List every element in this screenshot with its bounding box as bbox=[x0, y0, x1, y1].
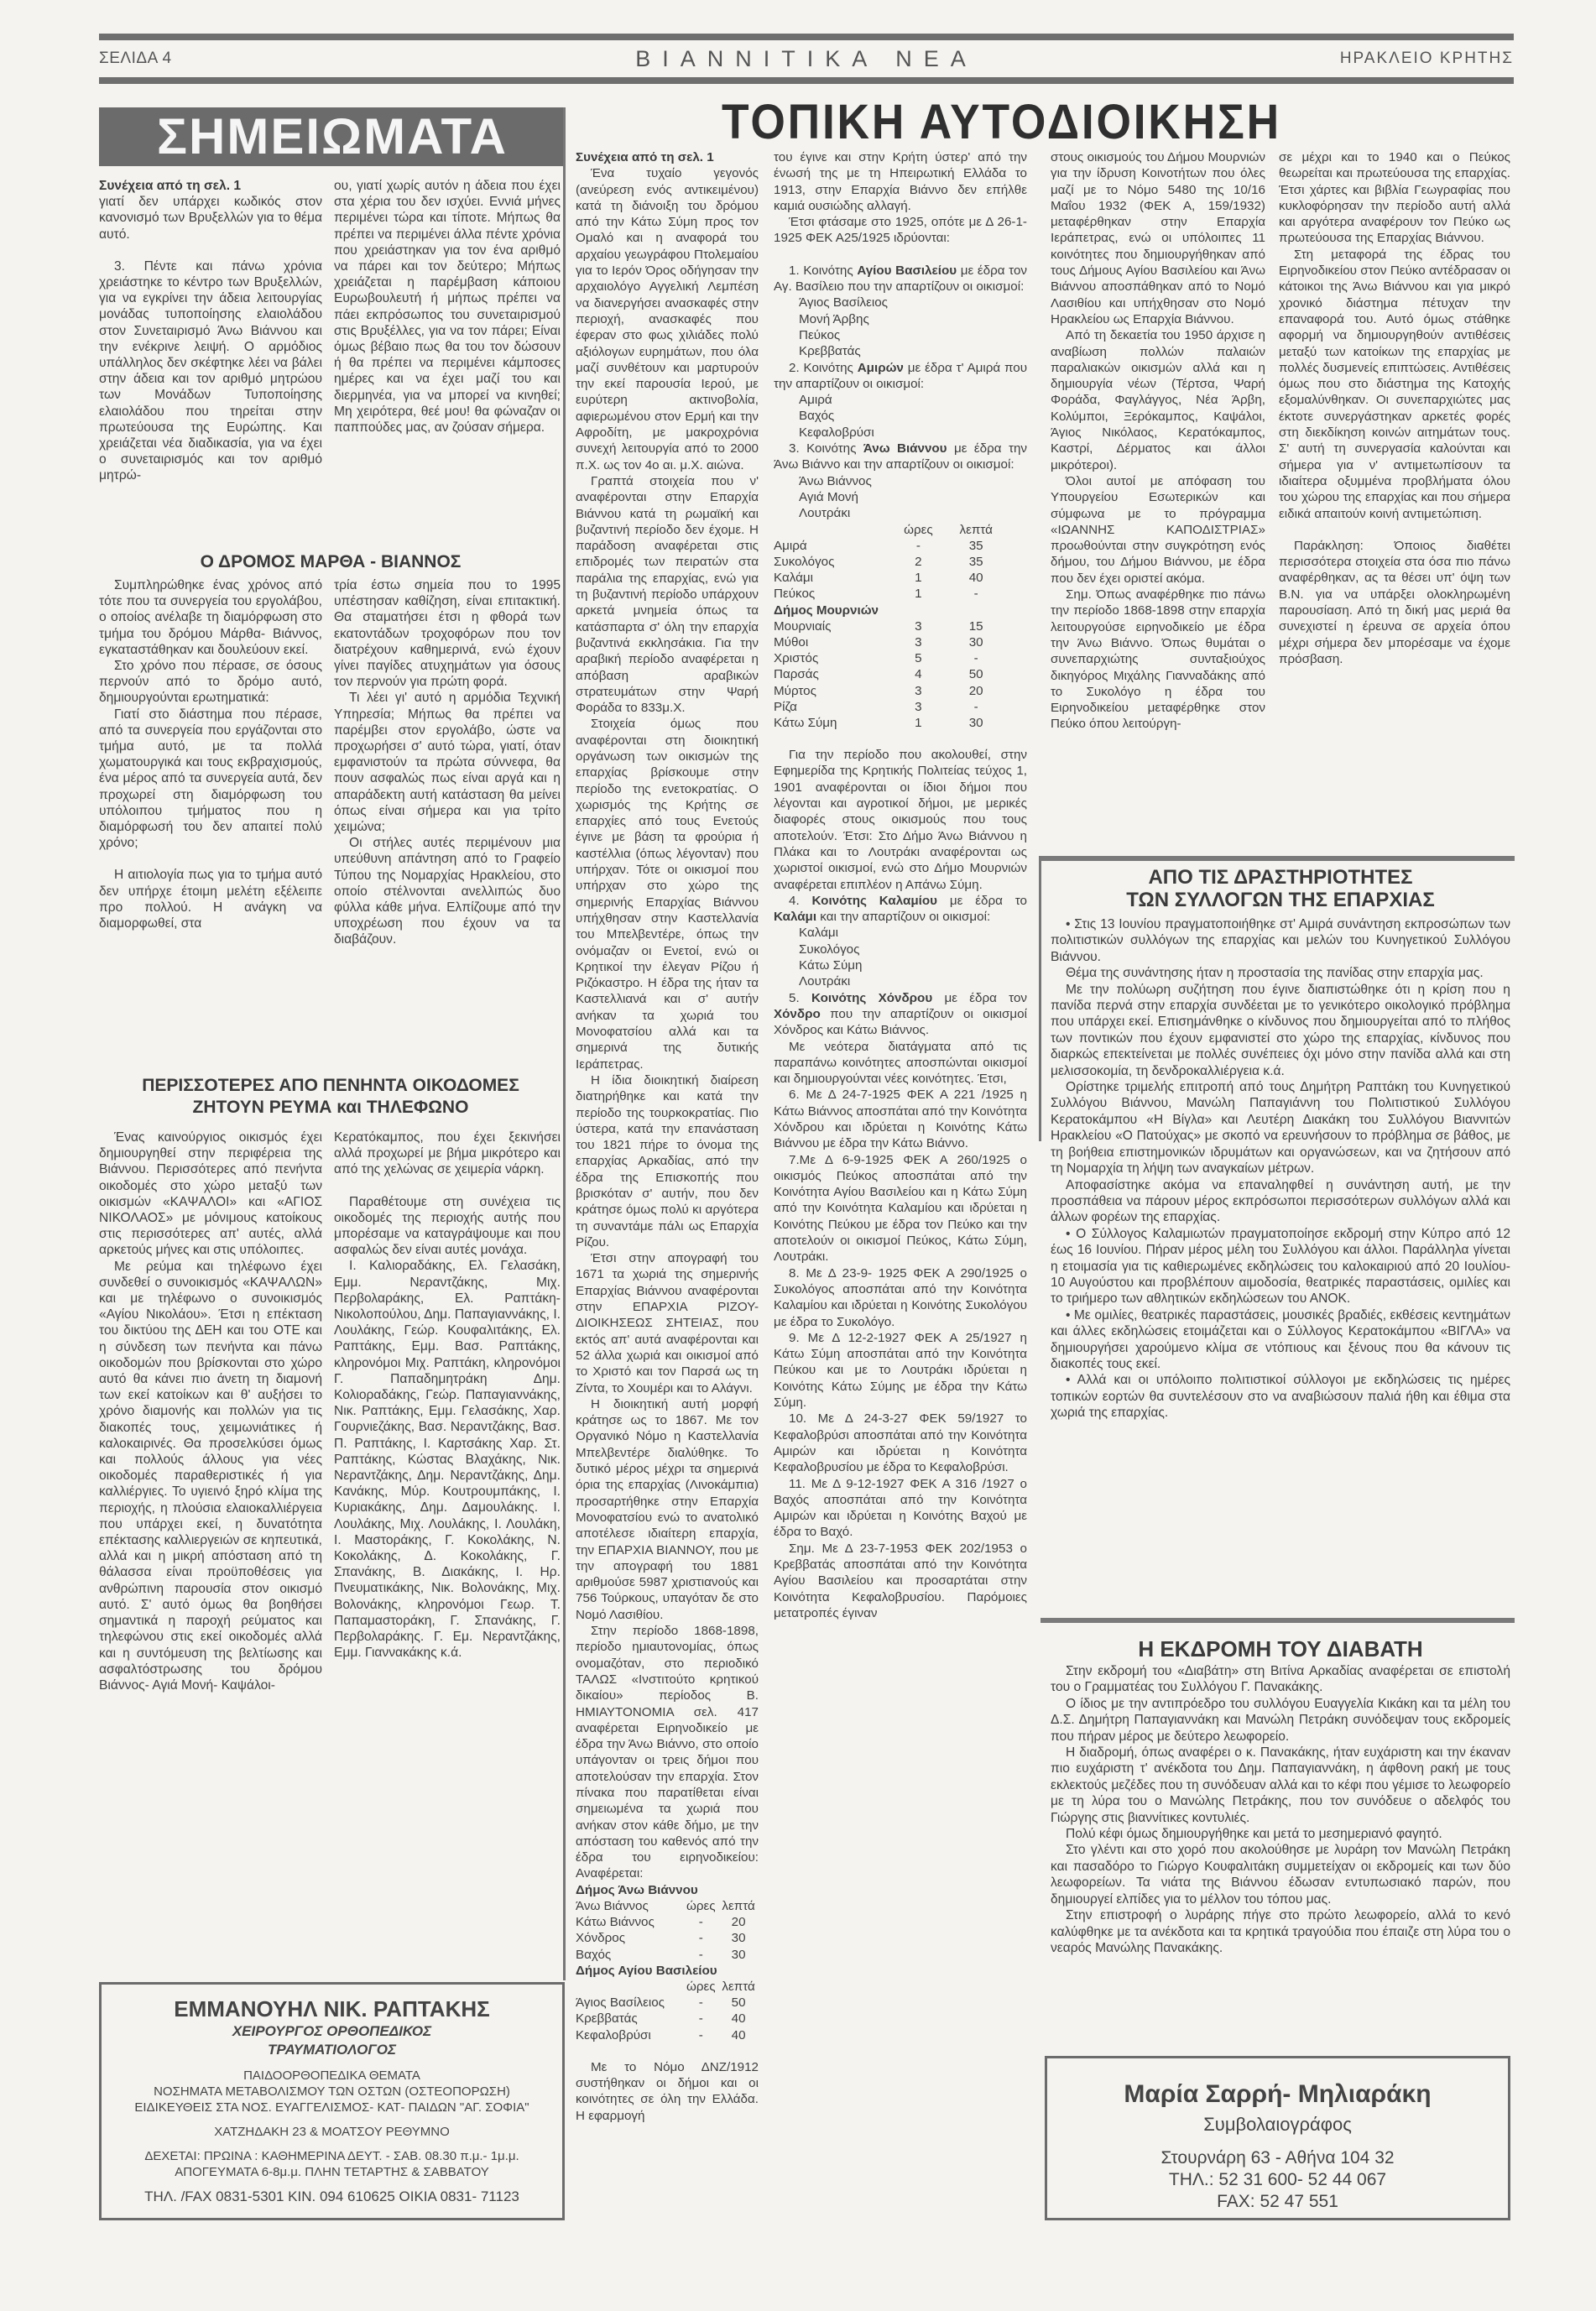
table-row: Μουρνιαίς 3 15 bbox=[774, 618, 983, 634]
paragraph: Στη μεταφορά της έδρας του Ειρηνοδικείου στον Πεύκο αντέδρασαν οι κάτοικοι της Άνω Βιάννου και για μικρό χρονικό διάστημα πέτυχαν την επαναφορά του. Αυτό όμως στάθηκε αφορμή να δημιουργηθούν αντιθέσεις μεταξύ των κατοίκων της επαρχίας με πολλές δυσμενείς επιπτώσεις. Αντιθέσεις όμως που στο διάστημα της Κατοχής εξομαλύνθηκαν. Οι συνεπαρχιώτες μας έκτοτε συνεργάστηκαν αρκετές φορές στη διεκδίκηση κοινών αιτημάτων τους. Σ' αυτή τη συνεργασία καλούνται και σήμερα για ν' αντιμετωπίσουν τα ιδιαίτερα οξυμμένα προβλήματα όλου του χώρου της επαρχίας και που σήμερα ειδικά απαιτούν κοινή αντιμετώπιση. bbox=[1279, 247, 1510, 521]
buildings-headline-2: ΖΗΤΟΥΝ ΡΕΥΜΑ και ΤΗΛΕΦΩΝΟ bbox=[192, 1098, 469, 1117]
associations-article bbox=[1051, 866, 1510, 1422]
notary-fax: FAX: 52 47 551 bbox=[1217, 2192, 1338, 2211]
table-row: Ρίζα 3 - bbox=[774, 699, 978, 714]
distance-table-1 bbox=[576, 1882, 759, 2043]
table-heading: Δήμος Αγίου Βασιλείου bbox=[576, 1963, 717, 1978]
decree: 6. Με Δ 24-7-1925 ΦΕΚ Α 221 /1925 η Κάτω Βιάννος αποσπάται από την Κοινότητα Χόνδρου και ιδρύεται η Κοινότης Κάτω Βιάννου με έδρα την Κάτω Βιάννο. bbox=[774, 1088, 1027, 1151]
paragraph: • Με ομιλίες, θεατρικές παραστάσεις, μουσικές βραδιές, εκθέσεις κεντημάτων και άλλες εκδηλώσεις ετοιμάζεται και ο Σύλλογος Κερατοκάμπου «ΒΙΓΛΑ» να δημιουργήσει χαρούμενο κλίμα σε ντόπιους και ξένους που θα κάνουν τις διακοπές τους εκεί. bbox=[1051, 1307, 1510, 1371]
table-row: Χριστός 5 - bbox=[774, 651, 978, 666]
decree: Σημ. Με Δ 23-7-1953 ΦΕΚ 202/1953 ο Κρεββατάς αποσπάται από την Κοινότητα Αγίου Βασιλείου και προσαρτάται στην Κοινότητα Κεφαλοβρυσίου. Παρόμοιες μετατροπές έγιναν bbox=[774, 1541, 1027, 1620]
paragraph: Όλοι αυτοί με απόφαση του Υπουργείου Εσωτερικών και σύμφωνα με το πρόγραμμα «ΙΩΑΝΝΗΣ ΚΑΠΟΔΙΣΤΡΙΑΣ» προωθούνται στην συγκρότηση ενός δήμου, του Δήμου Βιάννου, με έδρα που δεν έχει οριστεί ακόμα. bbox=[1051, 473, 1265, 586]
table-row: Καλάμι 1 40 bbox=[774, 571, 983, 586]
paragraph: Τι λέει γι' αυτό η αρμόδια Τεχνική Υπηρεσία; Μήπως θα πρέπει να παρέμβει στον εργολάβο, ώστε να προχωρήσει σ' αυτό τώρα, γιατί, όταν εμφανιστούν τα πρώτα σύννεφα, θα πουν ασφαλώς πως είναι αργά και η απαράδεκτη αυτή κατάσταση θα μείνει όπως είναι σήμερα και για τρίτο χειμώνα; bbox=[334, 691, 561, 835]
paragraph: Αποφασίστηκε ακόμα να επαναληφθεί η συνάντηση αυτή, με την προσπάθεια να πάρουν μέρος εκπρόσωποι περισσότερων συλλόγων αλλά και άλλων φορέων της επαρχίας. bbox=[1051, 1177, 1510, 1225]
decree: 9. Με Δ 12-2-1927 ΦΕΚ Α 25/1927 η Κάτω Σύμη αποσπάται από την Κοινότητα Πεύκου και με το Λουτράκι ιδρύεται η Κοινότης Κάτω Σύμης με έδρα την Κάτω Σύμη. bbox=[774, 1330, 1027, 1411]
table-col-header: ώρες bbox=[904, 522, 933, 537]
paragraph: Στοιχεία όμως που αναφέρονται στη διοικητική οργάνωση των οικισμών της επαρχίας βρίσκουμε στην περίοδο της ενετοκρατίας. Ο χωρισμός της Κρήτης σε επαρχίες από τους Ενετούς έγινε με βάση τα φρούρια ή καστέλλια (όπως λέγονταν) που υπήρχαν. Τότε οι οικισμοί που υπήρχαν στο χώρο της σημερινής Επαρχίας Βιάννου υπήχθησαν στην Καστελλανία του Μπελβεντέρε, όπως την ονόμαζαν οι Ενετοί, ενώ οι Κρητικοί την έλεγαν Ρίζου ή Ριζόκαστρο. Η έδρα της ήταν τα Καστελλιανά και σ' αυτήν ανήκαν τα χωριά του Μονοφατσίου αλλά και τα σημερινά της δυτικής Ιεράπετρας. bbox=[576, 717, 759, 1072]
paragraph: Στο χρόνο που πέρασε, σε όσους περνούν από το δρόμο αυτό, δημιουργούνται ερωτηματικά: bbox=[99, 659, 322, 706]
paragraph: • Στις 13 Ιουνίου πραγματοποιήθηκε στ' Αμιρά συνάντηση εκπροσώπων των πολιτιστικών συλλόγων της επαρχίας και μελών του Κυνηγετικού Συλλόγου Βιάννου. bbox=[1051, 917, 1510, 964]
excursion-headline: Η ΕΚΔΡΟΜΗ ΤΟΥ ΔΙΑΒΑΤΗ bbox=[1138, 1636, 1423, 1662]
table-row: Κεφαλοβρύσι - 40 bbox=[576, 2027, 746, 2042]
notary-advertisement bbox=[1045, 2056, 1510, 2220]
simeiomata-banner: ΣΗΜΕΙΩΜΑΤΑ bbox=[99, 107, 566, 166]
paragraph: Συμπληρώθηκε ένας χρόνος από τότε που τα συνεργεία του εργολάβου, ο οποίος ανέλαβε τη διαμόρφωση στο τμήμα του δρόμου Μάρθα- Βιάννος, εγκαταστάθηκαν και δουλεύουν εκεί. bbox=[99, 578, 322, 657]
paragraph: Για την περίοδο που ακολουθεί, στην Εφημερίδα της Κρητικής Πολιτείας τεύχος 1, 1901 αναφέρονται οι ίδιοι δήμοι που λέγονται και αγροτικοί δήμοι, με μερικές διαφορές στους οικισμούς που τους αποτελούν. Έτσι: Στο Δήμο Άνω Βιάννου η Πλάκα και το Λουτράκι αναφέρονται ως χωριστοί οικισμοί, ενώ στο Δήμο Μουρνιών αναφέρεται επιπλέον η Απάνω Σύμη. bbox=[774, 748, 1027, 892]
village-list: Καλάμι Συκολόγος Κάτω Σύμη Λουτράκι bbox=[799, 926, 863, 989]
paragraph: Με την πολύωρη συζήτηση που έγινε διαπιστώθηκε ότι η κρίση που η πανίδα περνά στην επαρχία συνδέεται με το γενικότερο οικολογικό πρόβλημα που υπάρχει εκεί. Επισημάνθηκε ο κίνδυνος που δημιουργείται από το πλήθος των ποντικών που έχουν εμφανιστεί στο χώρο της επαρχίας, κίνδυνος που διαρκώς επεκτείνεται με πολλές συνέπειες όχι μόνο στην πανίδα αλλά και στη μελισσοκομία, τη δενδροκαλλιέργεια κ.ά. bbox=[1051, 982, 1510, 1078]
table-row: Χόνδρος - 30 bbox=[576, 1931, 746, 1946]
simeiomata-col-1 bbox=[99, 178, 322, 484]
local-gov-col-2 bbox=[774, 149, 1027, 1621]
notary-phones: ΤΗΛ.: 52 31 600- 52 44 067 bbox=[1168, 2170, 1387, 2189]
community-4: 4. Κοινότης Καλαμίου με έδρα το Καλάμι και την απαρτίζουν οι οικισμοί: bbox=[774, 893, 1027, 925]
masthead-top-rule bbox=[99, 34, 1514, 40]
decree: 10. Με Δ 24-3-27 ΦΕΚ 59/1927 το Κεφαλοβρύσι αποσπάται από την Κοινότητα Αμιρών και ιδρύεται η Κοινότητα Κεφαλοβρυσίου με έδρα το Κεφαλοβρύσι. bbox=[774, 1411, 1027, 1475]
paragraph: Έτσι φτάσαμε στο 1925, οπότε με Δ 26-1-1925 ΦΕΚ Α25/1925 ιδρύονται: bbox=[774, 215, 1027, 246]
location: ΗΡΑΚΛΕΙΟ ΚΡΗΤΗΣ bbox=[1339, 50, 1514, 67]
buildings-headline-1: ΠΕΡΙΣΣΟΤΕΡΕΣ ΑΠΟ ΠΕΝΗΝΤΑ ΟΙΚΟΔΟΜΕΣ bbox=[142, 1076, 519, 1095]
doctor-specialty-1: ΠΑΙΔΟΟΡΘΟΠΕΔΙΚΑ ΘΕΜΑΤΑ bbox=[243, 2068, 420, 2083]
table-heading: Δήμος Μουρνιών bbox=[774, 603, 879, 618]
table-cell: Άνω Βιάννος bbox=[576, 1898, 649, 1913]
associations-headline-1: ΑΠΟ ΤΙΣ ΔΡΑΣΤΗΡΙΟΤΗΤΕΣ bbox=[1148, 866, 1413, 889]
notary-name: Μαρία Σαρρή- Μηλιαράκη bbox=[1124, 2080, 1432, 2108]
road-headline: Ο ΔΡΟΜΟΣ ΜΑΡΘΑ - ΒΙΑΝΝΟΣ bbox=[200, 552, 462, 571]
paragraph: Ορίστηκε τριμελής επιτροπή από τους Δημήτρη Ραπτάκη του Κυνηγετικού Συλλόγου Βιάννου, Μανώλη Παπαγιάννη του Πολιτιστικού Συλλόγου Κερατοκάμπου «Η Βίγλα» και Λευτέρη Διακάκη του Συλλόγου Βιαννιτών Ηρακλείου «Ο Πατούχας» με σκοπό να ερευνήσουν το πρόβλημα σε βάθος, με τη βοήθεια επιστημονικών ιδρυμάτων και οργανώσεων, και να ζητήσουν από τη Νομαρχία τη λήψη των αναγκαίων μέτρων. bbox=[1051, 1080, 1510, 1176]
paragraph: ου, γιατί χωρίς αυτόν η άδεια που έχει στα χέρια του δεν ισχύει. Εννιά μήνες περιμένει τώρα και τίποτε. Μήπως θα πρέπει να περιμένει άλλα πέντε χρόνια που χρειάστηκαν για τον ένα αριθμό να πάρει και τον δεύτερο; Μήπως χρειάζεται η παρέμβαση κάποιου Ευρωβουλευτή ή μήπως πρέπει να πάει εκπρόσωπος του συνεταιρισμού στις Βρυξέλλες, για να τον πάρει; Είναι όμως βέβαιο πως θα του τον δώσουν ή θα πρέπει να περιμένει κάμποσες ημέρες και να έχει μαζί του και διερμηνέα, για να μπορεί να κινηθεί; Μη χειρότερα, θεέ μου! θα φώναζαν οι παππούδες μας, αν ζούσαν σήμερα. bbox=[334, 179, 561, 436]
paragraph: Ένας καινούργιος οικισμός έχει δημιουργηθεί στην περιφέρεια της Βιάννου. Περισσότερες από πενήντα οικοδομές στο χώρο μεταξύ των οικισμών «ΚΑΨΑΛΟΙ» και «ΑΓΙΟΣ ΝΙΚΟΛΑΟΣ» με μόνιμους κατοίκους στις περισσότερες απ' αυτές, αλλά αρκετούς μήνες και στις υπόλοιπες. bbox=[99, 1130, 322, 1258]
decree: 8. Με Δ 23-9- 1925 ΦΕΚ Α 290/1925 ο Συκολόγος αποσπάται από την Κοινότητα Καλαμίου και ιδρύεται η Κοινότης Συκολόγου με έδρα το Συκολόγο. bbox=[774, 1265, 1027, 1329]
notary-profession: Συμβολαιογράφος bbox=[1203, 2114, 1352, 2135]
decree: 11. Με Δ 9-12-1927 ΦΕΚ Α 316 /1927 ο Βαχός αποσπάται από την Κοινότητα Αμιρών και ιδρύεται η Κοινότης Βαχού με έδρα το Βαχό. bbox=[774, 1476, 1027, 1540]
table-col-header: λεπτά bbox=[959, 522, 993, 537]
road-col-2 bbox=[334, 577, 561, 948]
community-3: 3. Κοινότης Άνω Βιάννου με έδρα την Άνω Βιάννο και την απαρτίζουν οι οικισμοί: Άνω Βιάννος Αγιά Μονή Λουτράκι bbox=[774, 441, 1027, 521]
table-col-header: λεπτά bbox=[722, 1979, 755, 1994]
masthead bbox=[99, 46, 1514, 71]
associations-headline-2: ΤΩΝ ΣΥΛΛΟΓΩΝ ΤΗΣ ΕΠΑΡΧΙΑΣ bbox=[1126, 889, 1435, 911]
paragraph: σε μέχρι και το 1940 και ο Πεύκος θεωρείται και πρωτεύουσα της επαρχίας. Έτσι χάρτες και βιβλία Γεωγραφίας που κυκλοφόρησαν την περίοδο αυτή αλλά και αργότερα αναφέρουν τον Πεύκο ως πρωτεύουσα της Επαρχίας Βιάννου. bbox=[1279, 150, 1510, 246]
road-col-1 bbox=[99, 577, 322, 931]
page-number: ΣΕΛΙΔΑ 4 bbox=[99, 50, 172, 67]
community-1: 1. Κοινότης Αγίου Βασιλείου με έδρα τον Αγ. Βασίλειο που την απαρτίζουν οι οικισμοί: Άγιος Βασίλειος Μονή Άρβης Πεύκος Κρεββατάς bbox=[774, 263, 1028, 359]
paragraph: Παράκληση: Όποιος διαθέτει περισσότερα στοιχεία στα όσα πιο πάνω αναφέρθηκαν, ας τα θέσει υπ' όψη των Β.Ν. για να υπάρξει ολοκληρωμένη παρουσίαση. Από τη δική μας μεριά θα συνεχιστεί η έρευνα σε αρχεία όπου μέχρι σήμερα δεν μπορέσαμε να έχομε πρόσβαση. bbox=[1279, 538, 1510, 666]
paragraph: Στην περίοδο 1868-1898, περίοδο ημιαυτονομίας, όπως ονομαζόταν, στο περιοδικό ΤΑΛΩΣ «Ινστιτούτο κρητικού δικαίου» περίοδος Β. ΗΜΙΑΥΤΟΝΟΜΙΑ σελ. 417 αναφέρεται Ειρηνοδικείο με έδρα την Άνω Βιάννο, στο οποίο υπάγονταν οι τρεις δήμοι που αποτελούσαν την επαρχία. Στον πίνακα που παρατίθεται είναι σημειωμένα τα χωριά που ανήκαν στον κάθε δήμο, με την απόσταση του καθενός από την έδρα του ειρηνοδικείου: Αναφέρεται: bbox=[576, 1624, 759, 1881]
doctor-hours-1: ΔΕΧΕΤΑΙ: ΠΡΩΙΝΑ : ΚΑΘΗΜΕΡΙΝΑ ΔΕΥΤ. - ΣΑΒ. 08.30 π.μ.- 1μ.μ. bbox=[144, 2149, 519, 2163]
notary-address: Στουρνάρη 63 - Αθήνα 104 32 bbox=[1160, 2148, 1395, 2168]
community-5: 5. Κοινότης Χόνδρου με έδρα τον Χόνδρο που την απαρτίζουν οι οικισμοί Χόνδρος και Κάτω Βιάννος. bbox=[774, 990, 1028, 1038]
paragraph: Ένα τυχαίο γεγονός (ανεύρεση ενός αντικειμένου) κατά τη διάνοιξη του δρόμου από την Κάτω Σύμη προς τον Ομαλό και η αναφορά του αρχαίου γεωγράφου Πτολεμαίου για το Ιερόν Όρος οδήγησαν την αρχαιολόγο Αγγελική Λεμπέση να διανεργήσει ανασκαφές στην περιοχή, ανασκαφές που έφεραν στο φως χιλιάδες πολύ αξιόλογων ευρημάτων, που όλα μαζί συνθέτουν και μαρτυρούν την εκεί παρουσία Ιερού, με ευρύτερη ακτινοβολία, αφιερωμένου στον Ερμή και την Αφροδίτη, με μακροχρόνια συνεχή λειτουργία από το 2000 π.Χ. ως τον 4ο αι. μ.Χ. αιώνα. bbox=[576, 166, 759, 472]
distance-table-2 bbox=[774, 522, 1007, 732]
paragraph: Παραθέτουμε στη συνέχεια τις οικοδομές της περιοχής αυτής που μπορέσαμε να καταγράψουμε και που ασφαλώς δεν είναι αυτές μονάχα. bbox=[334, 1194, 561, 1258]
table-row: Άγιος Βασίλειος - 50 bbox=[576, 1995, 746, 2011]
village-list: Άνω Βιάννος Αγιά Μονή Λουτράκι bbox=[799, 473, 872, 521]
table-col-header: ώρες bbox=[686, 1979, 716, 1994]
doctor-name: ΕΜΜΑΝΟΥΗΛ ΝΙΚ. ΡΑΠΤΑΚΗΣ bbox=[174, 1996, 490, 2021]
paragraph: Ο ίδιος με την αντιπρόεδρο του συλλόγου Ευαγγελία Κικάκη και τα μέλη του Δ.Σ. Δημήτρη Παπαγιαννάκη και Μανώλη Πετράκη συνόδεψαν τους εκδρομείς που πήραν μέρος με δεύτερο λεωφορείο. bbox=[1051, 1696, 1510, 1744]
paragraph: • Αλλά και οι υπόλοιπο πολιτιστικοί σύλλογοι με εκδηλώσεις τις ημέρες τοπικών εορτών θα συντελέσουν στο να αναβιώσουν παλιά ήθη και έθιμα στα χωριά της επαρχίας. bbox=[1051, 1373, 1510, 1421]
doctor-address: ΧΑΤΖΗΔΑΚΗ 23 & ΜΟΑΤΣΟΥ ΡΕΘΥΜΝΟ bbox=[214, 2125, 450, 2139]
table-row: Πεύκος 1 - bbox=[774, 587, 978, 602]
section-divider bbox=[1041, 1618, 1515, 1623]
local-gov-col-3 bbox=[1051, 149, 1265, 733]
paragraph: Η αιτιολογία πως για το τμήμα αυτό δεν υπήρχε έτοιμη μελέτη εξέλειπε προ πολλού. Η ανάγκη να διαμορφωθεί, στα bbox=[99, 868, 322, 931]
paragraph: Η διοικητική αυτή μορφή κράτησε ως το 1867. Με τον Οργανικό Νόμο η Καστελλανία Μπελβεντέρε διαλύθηκε. Το δυτικό μέρος μέχρι τα σημερινά όρια της επαρχίας (Λινοκάμπια) προσαρτήθηκε στην Επαρχία Μονοφατσίου ενώ το ανατολικό αποτέλεσε ιδιαίτερη επαρχία, την ΕΠΑΡΧΙΑ ΒΙΑΝΝΟΥ, που με την απογραφή του 1881 αριθμούσε 5987 χριστιανούς και 756 Τούρκους, υπαγόταν δε στο Νομό Λασιθίου. bbox=[576, 1396, 759, 1622]
paragraph: τρία έστω σημεία που το 1995 υπέστησαν καθίζηση, είναι επιτακτική. Θα σταματήσει έτσι η φθορά των εκατοντάδων τροχοφόρων που τον διατρέχουν καθημερινά, ενώ έχουν γίνει παγίδες ατυχημάτων για όσους τον περνούν για πρώτη φορά. bbox=[334, 578, 561, 690]
doctor-specialty-2: ΝΟΣΗΜΑΤΑ ΜΕΤΑΒΟΛΙΣΜΟΥ ΤΩΝ ΟΣΤΩΝ (ΟΣΤΕΟΠΟΡΩΣΗ) bbox=[154, 2084, 510, 2099]
paragraph: γιατί δεν υπάρχει κωδικός στον κανονισμό των Βρυξελλών για το θέμα αυτό. bbox=[99, 195, 322, 242]
paragraph: Στην εκδρομή του «Διαβάτη» στη Βιτίνα Αρκαδίας αναφέρεται σε επιστολή του ο Γραμματέας του Συλλόγου Γ. Πανακάκης. bbox=[1051, 1664, 1510, 1695]
table-row: Κάτω Βιάννος - 20 bbox=[576, 1915, 746, 1930]
paragraph: του έγινε και στην Κρήτη ύστερ' από την ένωσή της με τη Ηπειρωτική Ελλάδα το 1913, στην Επαρχία Βιάννο δεν επήλθε καμιά ουσιώδης αλλαγή. bbox=[774, 150, 1027, 213]
community-2: 2. Κοινότης Αμιρών με έδρα τ' Αμιρά που την απαρτίζουν οι οικισμοί: Αμιρά Βαχός Κεφαλοβρύσι bbox=[774, 360, 1028, 440]
column-divider bbox=[563, 107, 566, 1980]
local-gov-col-4 bbox=[1279, 149, 1510, 667]
paragraph: Οι στήλες αυτές περιμένουν μια υπεύθυνη απάντηση από το Γραφείο Τύπου της Νομαρχίας Ηρακλείου, στο οποίο στέλνονται ανελλιπώς δυο φύλλα κάθε μήνα. Ελπίζουμε από την υποχρέωση που έχουν να τα διαβάζουν. bbox=[334, 836, 561, 947]
doctor-title-2: ΤΡΑΥΜΑΤΙΟΛΟΓΟΣ bbox=[267, 2042, 397, 2058]
paragraph: Γραπτά στοιχεία που ν' αναφέρονται στην Επαρχία Βιάννου κατά τη ρωμαϊκή και βυζαντινή περίοδο δεν έχομε. Η παράδοση αναφέρεται στις επιδρομές των πειρατών στα παράλια της επαρχίας, ενώ για τη βυζαντινή περίοδο υπάρχουν αρκετά μνημεία όπως τα κατάσπαρτα σ' όλη την επαρχία βυζαντινά εκκλησάκια. Για την αραβική περίοδο αναφέρεται η απόβαση αραβικών στρατευμάτων στην Ψαρή Φοράδα το 833μ.Χ. bbox=[576, 473, 759, 716]
doctor-phones: ΤΗΛ. /FAX 0831-5301 ΚΙΝ. 094 610625 ΟΙΚΙΑ 0831- 71123 bbox=[144, 2188, 519, 2204]
section-divider bbox=[1041, 856, 1515, 861]
village-list: Αμιρά Βαχός Κεφαλοβρύσι bbox=[799, 393, 874, 440]
paragraph: Με νεότερα διατάγματα από τις παραπάνω κοινότητες αποσπώνται οικισμοί και δημιουργούνται νέες κοινότητες. Έτσι, bbox=[774, 1039, 1027, 1087]
paragraph: Στο γλέντι και στο χορό που ακολούθησε με λυράρη τον Μανώλη Πετράκη και πασαδόρο το Γιώργο Κουφαλιτάκη συμμετείχαν οι εκδρομείς και των δύο λεωφορείων. Τα νιάτα της Βιάννου έδωσαν εντυπωσιακό παρών, που δημιουργεί ελπίδες για το μέλλον του τόπου μας. bbox=[1051, 1843, 1510, 1907]
village-list: Άγιος Βασίλειος Μονή Άρβης Πεύκος Κρεββατάς bbox=[799, 295, 888, 359]
paragraph: Στην επιστροφή ο λυράρης πήγε στο πρώτο λεωφορείο, αλλά το κενό καλύφθηκε με τα ανέκδοτα και τα κρητικά τραγούδια που έπαιζε στη λύρα του ο νεαρός Μανώλης Πανακάκης. bbox=[1051, 1908, 1510, 1955]
local-gov-col-1 bbox=[576, 149, 759, 2124]
table-row: Παρσάς 4 50 bbox=[774, 667, 983, 682]
paragraph: 3. Πέντε και πάνω χρόνια χρειάστηκε το κέντρο των Βρυξελλών, για να εγκρίνει την άδεια λειτουργίας μονάδας τυποποίησης ελαιολάδου στον Συνεταιρισμό Άνω Βιάννου και την ενέκρινε λειψή. Ο αρμόδιος υπάλληλος δεν σκέφτηκε λέει να βάλει στην άδεια και τον αριθμό μητρώου των Μονάδων Τυποποίησης ελαιολάδου που τηρείται στην πρωτεύουσα της Ευρώπης. Και χρειάζεται νέα διαδικασία, για να έχει ο συνεταιρισμός και τον αριθμό μητρώ- bbox=[99, 258, 322, 483]
continued-label: Συνέχεια από τη σελ. 1 bbox=[576, 150, 714, 164]
buildings-col-2 bbox=[334, 1129, 561, 1662]
table-row: Βαχός - 30 bbox=[576, 1947, 746, 1962]
paragraph: Από τη δεκαετία του 1950 άρχισε η αναβίωση πολλών παλαιών παραλιακών οικισμών αλλά και η δημιουργία νέων (Τέρτσα, Ψαρή Φοράδα, Φαγλάγγος, Νέα Άρβη, Κολύμποι, Ξερόκαμπος, Καψάλοι, Άγιος Νικόλαος, Κερατόκαμπος, Καστρί, Δέρματος και άλλοι μικρότεροι). bbox=[1051, 328, 1265, 472]
doctor-specialty-3: ΕΙΔΙΚΕΥΘΕΙΣ ΣΤΑ ΝΟΣ. ΕΥΑΓΓΕΛΙΣΜΟΣ- ΚΑΤ- ΠΑΙΔΩΝ "ΑΓ. ΣΟΦΙΑ" bbox=[134, 2100, 529, 2115]
continued-label: Συνέχεια από τη σελ. 1 bbox=[99, 179, 242, 193]
paragraph: Κερατόκαμπος, που έχει ξεκινήσει αλλά προχωρεί με βήμα μικρότερο και από της χελώνας σε χειμερία νάρκη. bbox=[334, 1130, 561, 1177]
newspaper-title: ΒΙΑΝΝΙΤΙΚΑ ΝΕΑ bbox=[635, 46, 978, 71]
buildings-col-1 bbox=[99, 1129, 322, 1693]
table-row: Μύθοι 3 30 bbox=[774, 634, 983, 649]
paragraph: Ι. Καλιοραδάκης, Ελ. Γελασάκη, Εμμ. Νεραντζάκης, Μιχ. Περβολαράκης, Ελ. Ραπτάκη- Νικολοπούλου, Δημ. Παπαγιαννάκης, Ι. Λουλάκης, Γεώρ. Κουφαλιτάκης, Ελ. Ραπτάκης, Εμμ. Βασ. Ραπτάκης, κληρονόμοι Μιχ. Ραπτάκη, κληρονόμοι Γ. Παπαδημητράκη Δημ. Κολιοραδάκης, Γεώρ. Παπαγιαννάκης, Νικ. Ραπτάκης, Εμμ. Γελασάκης, Χαρ. Γουρνιεζάκης, Βασ. Νεραντζάκης, Βασ. Π. Ραπτάκης, Ι. Καρτσάκης Χαρ. Στ. Ραπτάκης, Κώστας Βλαχάκης, Νικ. Νεραντζάκης, Δημ. Νεραντζάκης, Δημ. Κανάκης, Μύρ. Κουτρουμπάκης, Ι. Κυριακάκης, Δημ. Δαμουλάκης. Ι. Λουλάκης, Μιχ. Λουλάκης, Ι. Λουλάκη, Ι. Μαστοράκης, Γ. Κοκολάκης, Ν. Κοκολάκης, Δ. Κοκολάκης, Γ. Σπανάκης, Β. Διακάκης, Ι. Ηρ. Πνευματικάκης, Νικ. Βολονάκης, Μιχ. Βολονάκης, κληρονόμοι Γεωρ. Τ. Παπαμαστοράκη, Γ. Σπανάκης, Γ. Περβολαράκης. Γ. Εμ. Νεραντζάκης, Εμμ. Γιαννακάκης κ.ά. bbox=[334, 1259, 561, 1661]
paragraph: Πολύ κέφι όμως δημιουργήθηκε και μετά το μεσημεριανό φαγητό. bbox=[1066, 1827, 1442, 1842]
paragraph: Έτσι στην απογραφή του 1671 τα χωριά της σημερινής Επαρχίας Βιάννου αναφέρονται στην ΕΠΑΡΧΙΑ ΡΙΖΟΥ- ΔΙΟΙΚΗΣΕΩΣ ΣΗΤΕΙΑΣ, που εκτός απ' αυτά αναφέρονται και 52 άλλα χωριά και οικισμοί από το Χριστό και τον Παρσά ως τη Ζίντα, το Χουμέρι και το Αλάγνι. bbox=[576, 1251, 759, 1395]
local-gov-headline: ΤΟΠΙΚΗ ΑΥΤΟΔΙΟΙΚΗΣΗ bbox=[722, 95, 1281, 149]
table-row: Κάτω Σύμη 1 30 bbox=[774, 715, 983, 730]
paragraph: • Ο Σύλλογος Καλαμιωτών πραγματοποίησε εκδρομή στην Κύπρο από 12 έως 16 Ιουνίου. Πήραν μέρος μέλη του Συλλόγου και άλλοι. Παράλληλα γίνεται η ετοιμασία για τις καθιερωμένες εκδηλώσεις του καλοκαιριού από 20 Ιουλίου- 10 Αυγούστου και προβλέπουν αιμοδοσία, θεατρικές παραστάσεις, ομιλίες και το τριήμερο των αθλητικών εκδηλώσεων του ΑΝΟΚ. bbox=[1051, 1226, 1510, 1307]
paragraph: στους οικισμούς του Δήμου Μουρνιών για την ίδρυση Κοινοτήτων που όλες μαζί με το Νόμο 5480 της 10/16 Μαΐου 1932 (ΦΕΚ Α, 159/1932) μεταφέρθηκαν στην Επαρχία Ιεράπετρας, ενώ οι υπόλοιπες 11 κοινότητες που δημιουργήθηκαν από τους Δήμους Αγίου Βασιλείου και Άνω Βιάννου αποσπάθηκαν από το Νομό Λασιθίου και υπήχθησαν στο Νομό Ηρακλείου ως Επαρχία Βιάννου. bbox=[1051, 150, 1265, 326]
paragraph: Με ρεύμα και τηλέφωνο έχει συνδεθεί ο συνοικισμός «ΚΑΨΑΛΩΝ» και με τηλέφωνο ο συνοικισμός «Αγίου Νικολάου». Έτσι η επέκταση του δικτύου της ΔΕΗ και του ΟΤΕ και η σύνδεση των πενήντα και πάνω οικοδομών που βρίσκονται στο χώρο αυτό θα κάνει πιο άνετη τη διαμονή των εκεί κατοίκων και θ' αυξήσει το χρόνο διαμονής και πολλών για τις διακοπές τους, χειμωνιάτικες ή καλοκαιρινές. Θα προσελκύσει όμως και πολλούς άλλους για νέες οικοδομές παραθεριστικές ή για καλλιέργιες. Το υγιεινό ξηρό κλίμα της περιοχής, η πλούσια ελαιοκαλλιέργεια που υπάρχει εκεί, η δυνατότητα επέκτασης καλλιεργειών σε κηπευτικά, αλλά και η μικρή απόσταση από τη θάλασσα είναι προϋποθέσεις για ανθρώπινη παρουσία στον οικισμό αυτό. Σ' αυτό όμως θα βοηθήσει σημαντικά η παροχή ρεύματος και τηλεφώνου στις εκεί οικοδομές αλλά και η συντόμευση της βελτίωσης και ασφαλτόστρωσης του δρόμου Βιάννος- Αγιά Μονή- Καψάλοι- bbox=[99, 1259, 322, 1693]
paragraph: Σημ. Όπως αναφέρθηκε πιο πάνω την περίοδο 1868-1898 στην επαρχία λειτουργούσε ειρηνοδικείο με έδρα την Άνω Βιάννο. Όπως θυμάται ο συνεπαρχιώτης συνταξιούχος δικηγόρος Μιχάλης Γιανναδάκης από το Συκολόγο η έδρα του Ειρηνοδικείου μεταφέρθηκε στον Πεύκο όπου λειτούργη- bbox=[1051, 587, 1265, 732]
excursion-article bbox=[1051, 1636, 1510, 1956]
masthead-bottom-rule bbox=[99, 77, 1514, 84]
table-row: Αμιρά - 35 bbox=[774, 538, 983, 553]
doctor-hours-2: ΑΠΟΓΕΥΜΑΤΑ 6-8μ.μ. ΠΛΗΝ ΤΕΤΑΡΤΗΣ & ΣΑΒΒΑΤΟΥ bbox=[175, 2165, 489, 2179]
doctor-title-1: ΧΕΙΡΟΥΡΓΟΣ ΟΡΘΟΠΕΔΙΚΟΣ bbox=[232, 2023, 432, 2039]
paragraph: Με το Νόμο ΔΝΖ/1912 συστήθηκαν οι δήμοι και οι κοινότητες σε όλη την Ελλάδα. Η εφαρμογή bbox=[576, 2059, 759, 2123]
table-heading: Δήμος Άνω Βιάννου bbox=[576, 1882, 698, 1897]
doctor-advertisement bbox=[99, 1982, 565, 2220]
paragraph: Η ίδια διοικητική διαίρεση διατηρήθηκε και κατά την περίοδο της τουρκοκρατίας. Πιο ύστερα, κατά την επανάσταση του 1821 πήρε το όνομα της επαρχίας Αρκαδίας, από την έδρα της Επισκοπής που βρισκόταν σ' αυτήν, που δεν κράτησε όμως πολύ κι αργότερα τη συναντάμε πάλι ως Επαρχία Ρίζου. bbox=[576, 1072, 759, 1249]
paragraph: Γιατί στο διάστημα που πέρασε, από τα συνεργεία που εργάζονται στο τμήμα αυτό, με τα πολλά χωματουργικά και τους εκβραχισμούς, ένα μέρος από τα συνεργεία αυτά, δεν προχωρεί στη διαμόρφωση του υπόλοιπου τμήματος που η διαμόρφωσή του δεν απαιτεί πολύ χρόνο; bbox=[99, 707, 322, 851]
decree: 7.Με Δ 6-9-1925 ΦΕΚ Α 260/1925 ο οικισμός Πεύκος αποσπάται από την Κοινότητα Αγίου Βασιλείου και η Κάτω Σύμη από την Κοινότητα Καλαμίου και ιδρύεται η Κοινότης Πεύκου με έδρα τον Πεύκο και την αποτελούν οι οικισμοί Πεύκος, Κάτω Σύμη, Λουτράκι. bbox=[774, 1152, 1027, 1265]
table-col-header: ώρες bbox=[686, 1898, 716, 1913]
paragraph: Η διαδρομή, όπως αναφέρει ο κ. Πανακάκης, ήταν ευχάριστη και την έκαναν πιο ευχάριστη τ' ανέκδοτα του Δημ. Παπαγιαννάκη, η άφθονη ρακή με τους εκλεκτούς μεζέδες που τη συνόδευαν αλλά και το κέφι που γέμισε το λεωφορείο με τη λύρα του ο Μανώλης Πετράκης, που τον συνόδευε ο αδελφός του Γιώργης στις βιαννίτικες κοντυλιές. bbox=[1051, 1745, 1510, 1825]
table-row: Συκολόγος 2 35 bbox=[774, 554, 983, 569]
simeiomata-col-2 bbox=[334, 178, 561, 436]
column-divider bbox=[1039, 856, 1041, 1141]
table-col-header: λεπτά bbox=[722, 1898, 755, 1913]
table-row: Μύρτος 3 20 bbox=[774, 683, 983, 698]
paragraph: Θέμα της συνάντησης ήταν η προστασία της πανίδας στην επαρχία μας. bbox=[1066, 966, 1484, 981]
table-row: Κρεββατάς - 40 bbox=[576, 2011, 746, 2027]
